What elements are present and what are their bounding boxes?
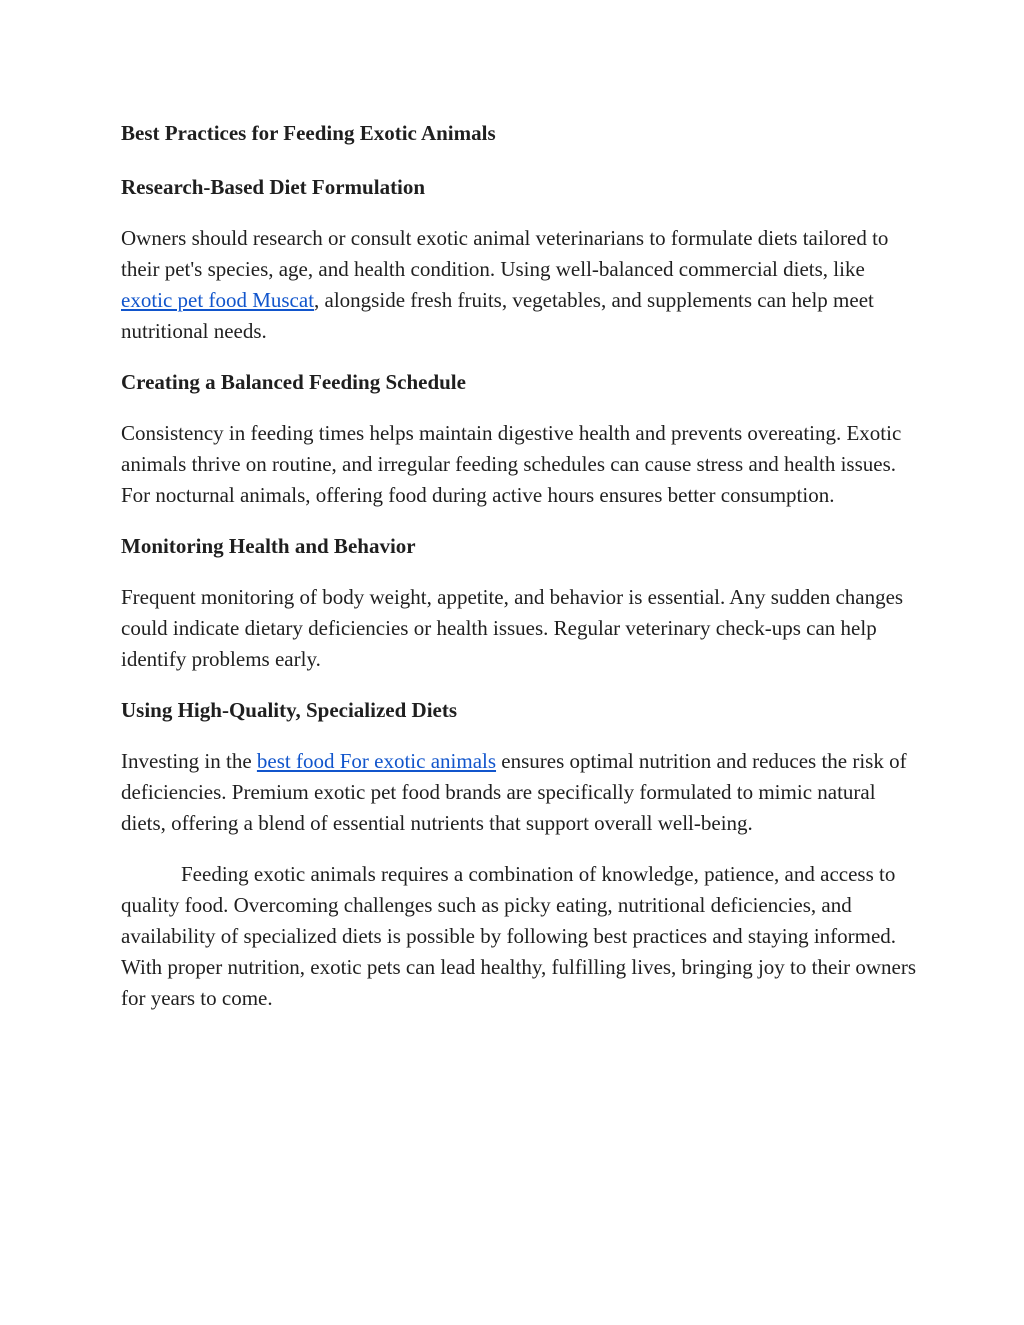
- paragraph-text: ensures optimal nutrition and reduces the risk of deficiencies. Premium exotic pet food brands are specifically formulated to mimic natural diets, offering a blend of essential nutrients that support overall well-being.: [121, 749, 907, 835]
- document-page: [121, 118, 921, 1014]
- section-heading-specialized-diets: Using High-Quality, Specialized Diets: [121, 698, 458, 722]
- section-paragraph-monitoring-health: Frequent monitoring of body weight, appetite, and behavior is essential. Any sudden changes could indicate dietary deficiencies or health issues. Regular veterinary check-ups can help identify problems early.: [121, 585, 904, 671]
- section-paragraph-diet-formulation: [121, 223, 921, 347]
- best-food-exotic-animals-link[interactable]: best food For exotic animals: [256, 749, 497, 773]
- conclusion-paragraph: Feeding exotic animals requires a combination of knowledge, patience, and access to quality food. Overcoming challenges such as picky eating, nutritional deficiencies, and availability of specialized diets is possible by following best practices and staying informed. With proper nutrition, exotic pets can lead healthy, fulfilling lives, bringing joy to their owners for years to come.: [121, 862, 917, 1010]
- paragraph-text: Owners should research or consult exotic animal veterinarians to formulate diets tailored to their pet's species, age, and health condition. Using well-balanced commercial diets, like: [121, 226, 889, 281]
- document-title: Best Practices for Feeding Exotic Animals: [121, 121, 496, 145]
- section-paragraph-feeding-schedule: Consistency in feeding times helps maintain digestive health and prevents overeating. Exotic animals thrive on routine, and irregular feeding schedules can cause stress and health issues. For nocturnal animals, offering food during active hours ensures better consumption.: [121, 421, 902, 507]
- section-heading-feeding-schedule: Creating a Balanced Feeding Schedule: [121, 370, 466, 394]
- section-paragraph-specialized-diets: [121, 746, 921, 839]
- section-heading-diet-formulation: Research-Based Diet Formulation: [121, 175, 426, 199]
- paragraph-text: , alongside fresh fruits, vegetables, and supplements can help meet nutritional needs.: [121, 288, 874, 343]
- paragraph-text: Investing in the: [121, 749, 257, 773]
- section-heading-monitoring-health: Monitoring Health and Behavior: [121, 534, 416, 558]
- exotic-pet-food-muscat-link[interactable]: exotic pet food Muscat: [121, 288, 315, 312]
